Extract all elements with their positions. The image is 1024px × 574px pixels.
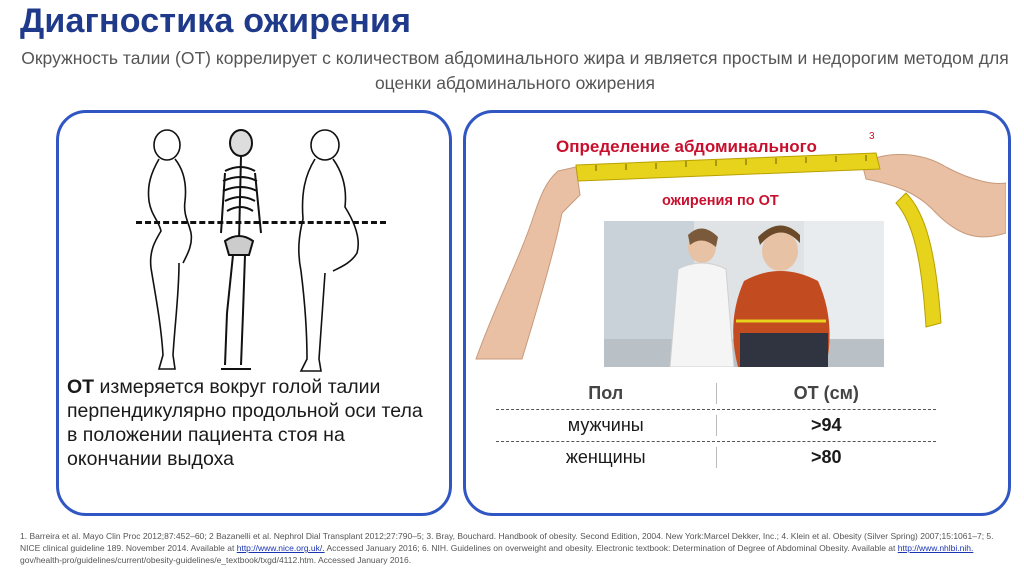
sex-cell: мужчины bbox=[496, 415, 717, 436]
column-header-waist: ОТ (см) bbox=[793, 383, 859, 403]
waist-value-cell: >94 bbox=[810, 415, 842, 435]
references-footnote bbox=[20, 530, 1010, 566]
column-header-sex: Пол bbox=[496, 383, 717, 404]
ot-abbreviation: ОТ bbox=[67, 376, 95, 398]
abdominal-obesity-heading: Определение абдоминального bbox=[556, 137, 817, 156]
waist-measurement-line bbox=[136, 221, 386, 224]
references-text-3: gov/health-pro/guidelines/current/obesity-guidelines/e_textbook/txgd/4112.htm. Accessed January 2016. bbox=[20, 555, 412, 565]
male-silhouette bbox=[299, 130, 358, 371]
ot-criteria-subheading: ожирения по ОТ bbox=[662, 193, 779, 209]
nhlbi-link[interactable]: http://www.nhlbi.nih. bbox=[897, 543, 974, 553]
body-silhouettes-illustration bbox=[129, 123, 389, 388]
female-silhouette bbox=[148, 130, 191, 369]
waist-measurement-description bbox=[67, 375, 427, 471]
right-panel bbox=[463, 110, 1011, 516]
table-row bbox=[496, 442, 936, 473]
table-header-row bbox=[496, 378, 936, 410]
page-title: Диагностика ожирения bbox=[20, 2, 412, 40]
table-row bbox=[496, 410, 936, 442]
description-text: измеряется вокруг голой талии перпендикулярно продольной оси тела в положении пациента стоя на окончании выдоха bbox=[67, 376, 423, 470]
waist-criteria-table bbox=[496, 378, 936, 473]
page-subtitle: Окружность талии (ОТ) коррелирует с количеством абдоминального жира и является простым и недорогим методом для оценки абдоминального ожирения bbox=[21, 48, 1009, 93]
waist-value-cell: >80 bbox=[810, 447, 842, 467]
left-panel bbox=[56, 110, 452, 516]
references-text-1: 1. Barreira et al. Mayo Clin Proc 2012;87:452–60; 2 Bazanelli et al. Nephrol Dial Transplant 2012;27:790–5; 3. Bray, Bouchard. Handbook of obesity. Second Edition, 2004. New York:Marcel Dekker, Inc.; 4. Klein et al. Obesity (Silver Spring) 2007;15:1061–7; 5. NICE clinical guideline 189. November 2014. Available at bbox=[20, 531, 994, 553]
references-text-2: Accessed January 2016; 6. NIH. Guidelines on overweight and obesity. Electronic textbook: Determination of Degree of Abdominal Obesity. Available at bbox=[324, 543, 898, 553]
nice-link[interactable]: http://www.nice.org.uk/. bbox=[236, 543, 325, 553]
skeleton bbox=[221, 130, 261, 369]
sex-cell: женщины bbox=[496, 447, 717, 468]
waist-measurement-photo bbox=[604, 221, 884, 367]
reference-superscript: 3 bbox=[869, 131, 875, 142]
